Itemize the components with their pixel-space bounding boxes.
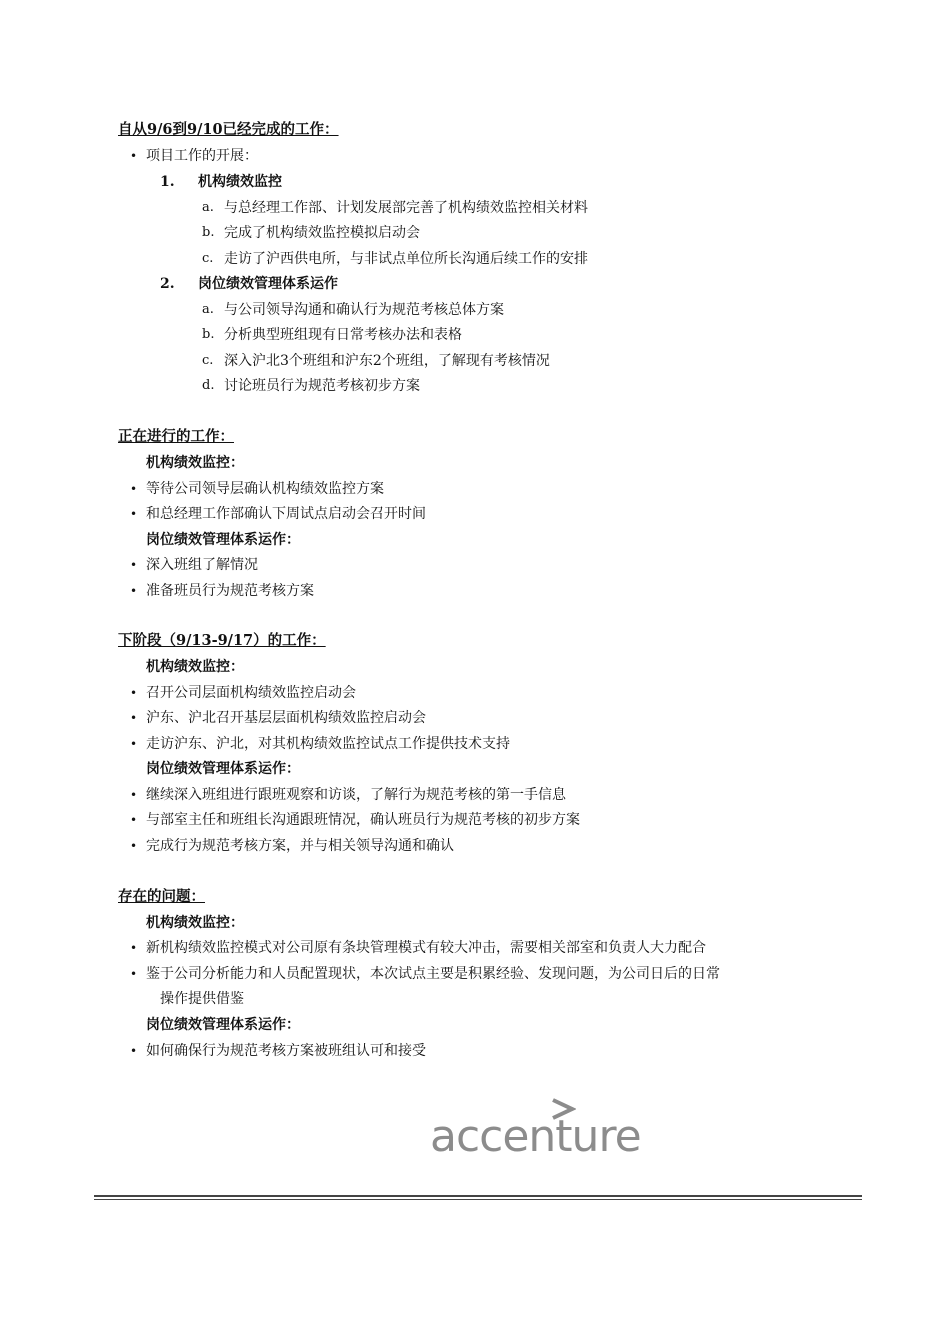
list-letter: b. bbox=[202, 225, 215, 240]
list-letter: a. bbox=[202, 302, 214, 317]
subsection-title: 机构绩效监控 bbox=[198, 174, 282, 190]
list-item: 讨论班员行为规范考核初步方案 bbox=[224, 378, 420, 394]
list-item: 走访沪东、沪北，对其机构绩效监控试点工作提供技术支持 bbox=[146, 736, 510, 752]
list-item: 等待公司领导层确认机构绩效监控方案 bbox=[146, 481, 384, 497]
subsection-title: 岗位绩效管理体系运作 bbox=[198, 276, 338, 292]
list-item: 与公司领导沟通和确认行为规范考核总体方案 bbox=[224, 302, 504, 318]
list-letter: c. bbox=[202, 353, 214, 368]
list-item: 走访了沪西供电所，与非试点单位所长沟通后续工作的安排 bbox=[224, 251, 588, 267]
list-letter: d. bbox=[202, 378, 215, 393]
group-title: 岗位绩效管理体系运作： bbox=[146, 532, 300, 548]
list-item: 准备班员行为规范考核方案 bbox=[146, 583, 314, 599]
bullet-icon: • bbox=[130, 941, 138, 955]
list-item: 分析典型班组现有日常考核办法和表格 bbox=[224, 327, 462, 343]
section-heading-issues: 存在的问题： bbox=[118, 888, 205, 905]
bullet-icon: • bbox=[130, 584, 138, 598]
bullet-icon: • bbox=[130, 686, 138, 700]
bullet-icon: • bbox=[130, 507, 138, 521]
bullet-icon: • bbox=[130, 967, 138, 981]
bullet-icon: • bbox=[130, 839, 138, 853]
list-item: 继续深入班组进行跟班观察和访谈，了解行为规范考核的第一手信息 bbox=[146, 787, 566, 803]
list-item: 与总经理工作部、计划发展部完善了机构绩效监控相关材料 bbox=[224, 200, 588, 216]
accenture-logo bbox=[430, 1098, 645, 1162]
section-heading-next-phase: 下阶段（9/13-9/17）的工作： bbox=[118, 632, 326, 649]
list-item: 如何确保行为规范考核方案被班组认可和接受 bbox=[146, 1043, 426, 1059]
list-letter: a. bbox=[202, 200, 214, 215]
list-item: 完成了机构绩效监控模拟启动会 bbox=[224, 225, 420, 241]
list-number: 2. bbox=[160, 276, 175, 292]
list-item: 和总经理工作部确认下周试点启动会召开时间 bbox=[146, 506, 426, 522]
bullet-icon: • bbox=[130, 558, 138, 572]
footer-rule bbox=[94, 1199, 862, 1200]
group-title: 岗位绩效管理体系运作： bbox=[146, 761, 300, 777]
list-item-continuation: 操作提供借鉴 bbox=[160, 991, 244, 1007]
list-item: 新机构绩效监控模式对公司原有条块管理模式有较大冲击，需要相关部室和负责人大力配合 bbox=[146, 940, 706, 956]
group-title: 机构绩效监控： bbox=[146, 659, 244, 675]
section-heading-completed: 自从9/6到9/10已经完成的工作： bbox=[118, 121, 339, 138]
list-item: 鉴于公司分析能力和人员配置现状，本次试点主要是积累经验、发现问题，为公司日后的日常 bbox=[146, 966, 720, 982]
list-item: 深入班组了解情况 bbox=[146, 557, 258, 573]
list-number: 1. bbox=[160, 174, 175, 190]
bullet-icon: • bbox=[130, 813, 138, 827]
list-item: 深入沪北3个班组和沪东2个班组，了解现有考核情况 bbox=[224, 353, 550, 369]
group-title: 岗位绩效管理体系运作： bbox=[146, 1017, 300, 1033]
list-item: 完成行为规范考核方案，并与相关领导沟通和确认 bbox=[146, 838, 454, 854]
group-title: 机构绩效监控： bbox=[146, 455, 244, 471]
bullet-icon: • bbox=[130, 788, 138, 802]
bullet-icon: • bbox=[130, 482, 138, 496]
bullet-icon: • bbox=[130, 711, 138, 725]
list-letter: c. bbox=[202, 251, 214, 266]
list-letter: b. bbox=[202, 327, 215, 342]
section-heading-in-progress: 正在进行的工作： bbox=[118, 428, 234, 445]
list-item: 项目工作的开展： bbox=[146, 148, 258, 164]
list-item: 召开公司层面机构绩效监控启动会 bbox=[146, 685, 356, 701]
bullet-icon: • bbox=[130, 149, 138, 163]
list-item: 沪东、沪北召开基层层面机构绩效监控启动会 bbox=[146, 710, 426, 726]
footer-rule bbox=[94, 1195, 862, 1197]
bullet-icon: • bbox=[130, 1044, 138, 1058]
group-title: 机构绩效监控： bbox=[146, 915, 244, 931]
list-item: 与部室主任和班组长沟通跟班情况，确认班员行为规范考核的初步方案 bbox=[146, 812, 580, 828]
bullet-icon: • bbox=[130, 737, 138, 751]
logo-wordmark: accenture bbox=[430, 1111, 641, 1162]
